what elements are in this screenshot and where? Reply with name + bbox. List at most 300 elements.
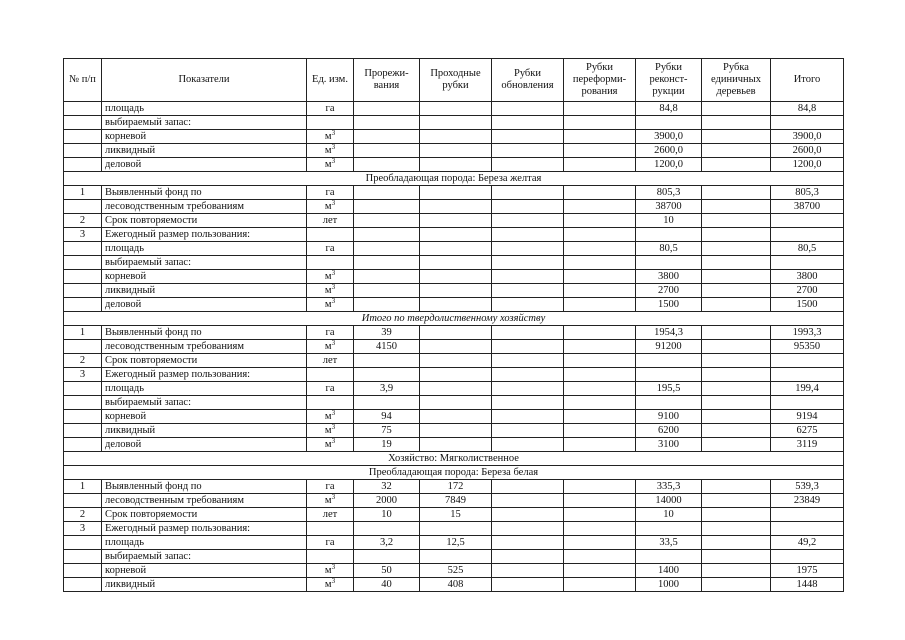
- row-value-c6: [702, 508, 771, 522]
- row-unit: [307, 200, 354, 214]
- row-unit: [307, 298, 354, 312]
- row-value-c1: 50: [354, 564, 420, 578]
- row-value-c3: [492, 270, 564, 284]
- table-row: [64, 578, 844, 592]
- row-number: [64, 298, 102, 312]
- row-value-c4: [564, 326, 636, 340]
- row-value-c4: [564, 564, 636, 578]
- row-indicator: Срок повторяемости: [102, 354, 307, 368]
- row-total: 3800: [771, 270, 844, 284]
- row-value-c6: [702, 424, 771, 438]
- row-value-c1: 40: [354, 578, 420, 592]
- row-value-c2: [420, 438, 492, 452]
- row-indicator: Ежегодный размер пользования:: [102, 228, 307, 242]
- row-value-c1: [354, 158, 420, 172]
- row-value-c3: [492, 424, 564, 438]
- row-number: 2: [64, 354, 102, 368]
- table-row: [64, 508, 844, 522]
- row-indicator: лесоводственным требованиям: [102, 494, 307, 508]
- row-value-c6: [702, 438, 771, 452]
- header-passage-cuts: Проходные рубки: [420, 59, 492, 102]
- row-indicator: лесоводственным требованиям: [102, 340, 307, 354]
- row-value-c6: [702, 396, 771, 410]
- row-value-c4: [564, 438, 636, 452]
- row-value-c6: [702, 382, 771, 396]
- unit-superscript: 3: [331, 269, 336, 277]
- unit-superscript: 3: [331, 297, 336, 305]
- row-value-c4: [564, 116, 636, 130]
- row-value-c6: [702, 116, 771, 130]
- unit-superscript: 3: [331, 157, 336, 165]
- row-total: 539,3: [771, 480, 844, 494]
- row-value-c5: 335,3: [636, 480, 702, 494]
- row-value-c6: [702, 186, 771, 200]
- row-unit: [307, 494, 354, 508]
- row-indicator: площадь: [102, 382, 307, 396]
- row-value-c6: [702, 158, 771, 172]
- table-row: [64, 480, 844, 494]
- row-value-c4: [564, 578, 636, 592]
- unit-superscript: 3: [331, 339, 336, 347]
- row-indicator: ликвидный: [102, 424, 307, 438]
- row-value-c4: [564, 200, 636, 214]
- row-value-c3: [492, 228, 564, 242]
- row-value-c5: 33,5: [636, 536, 702, 550]
- row-value-c5: 1500: [636, 298, 702, 312]
- row-value-c4: [564, 494, 636, 508]
- row-total: [771, 396, 844, 410]
- row-value-c1: 75: [354, 424, 420, 438]
- row-number: [64, 340, 102, 354]
- row-number: [64, 424, 102, 438]
- row-number: [64, 144, 102, 158]
- row-number: [64, 382, 102, 396]
- section-title: Итого по твердолиственному хозяйству: [64, 312, 844, 326]
- row-value-c6: [702, 480, 771, 494]
- row-value-c2: 408: [420, 578, 492, 592]
- table-row: [64, 424, 844, 438]
- row-value-c6: [702, 578, 771, 592]
- row-total: 3900,0: [771, 130, 844, 144]
- row-value-c5: 1954,3: [636, 326, 702, 340]
- row-value-c3: [492, 536, 564, 550]
- table-row: [64, 102, 844, 116]
- row-value-c1: [354, 200, 420, 214]
- row-value-c1: [354, 214, 420, 228]
- row-number: [64, 102, 102, 116]
- row-indicator: деловой: [102, 298, 307, 312]
- table-row: [64, 130, 844, 144]
- row-value-c4: [564, 228, 636, 242]
- row-value-c5: [636, 256, 702, 270]
- row-value-c2: [420, 228, 492, 242]
- row-total: [771, 550, 844, 564]
- row-value-c4: [564, 536, 636, 550]
- row-value-c2: [420, 550, 492, 564]
- row-unit: [307, 340, 354, 354]
- row-value-c2: [420, 368, 492, 382]
- row-value-c5: [636, 368, 702, 382]
- row-value-c5: 80,5: [636, 242, 702, 256]
- row-total: [771, 354, 844, 368]
- row-number: 3: [64, 368, 102, 382]
- row-unit: [307, 284, 354, 298]
- row-value-c1: [354, 116, 420, 130]
- row-value-c6: [702, 102, 771, 116]
- row-value-c3: [492, 410, 564, 424]
- row-value-c3: [492, 186, 564, 200]
- table-row: [64, 228, 844, 242]
- unit-cubic-meter: м: [324, 425, 332, 436]
- row-value-c3: [492, 130, 564, 144]
- row-unit: га: [307, 326, 354, 340]
- row-indicator: корневой: [102, 410, 307, 424]
- header-num: № п/п: [64, 59, 102, 102]
- row-total: 6275: [771, 424, 844, 438]
- row-value-c4: [564, 480, 636, 494]
- row-indicator: ликвидный: [102, 284, 307, 298]
- row-unit: [307, 438, 354, 452]
- row-value-c5: 91200: [636, 340, 702, 354]
- row-unit: [307, 116, 354, 130]
- row-unit: га: [307, 536, 354, 550]
- row-total: 38700: [771, 200, 844, 214]
- row-unit: [307, 130, 354, 144]
- table-header-row: [64, 59, 844, 102]
- row-value-c2: [420, 144, 492, 158]
- row-total: 9194: [771, 410, 844, 424]
- row-number: 3: [64, 228, 102, 242]
- row-indicator: деловой: [102, 438, 307, 452]
- row-value-c2: [420, 270, 492, 284]
- unit-cubic-meter: м: [324, 201, 332, 212]
- row-unit: [307, 410, 354, 424]
- row-total: 1200,0: [771, 158, 844, 172]
- row-value-c1: [354, 242, 420, 256]
- row-value-c5: [636, 228, 702, 242]
- row-value-c5: [636, 550, 702, 564]
- row-number: [64, 284, 102, 298]
- row-value-c4: [564, 424, 636, 438]
- row-value-c2: [420, 382, 492, 396]
- row-indicator: ликвидный: [102, 578, 307, 592]
- table-row: [64, 158, 844, 172]
- row-unit: [307, 424, 354, 438]
- row-unit: га: [307, 102, 354, 116]
- row-value-c3: [492, 564, 564, 578]
- row-value-c5: 3900,0: [636, 130, 702, 144]
- header-single-tree-cuts: Рубка единичных деревьев: [702, 59, 771, 102]
- row-indicator: корневой: [102, 130, 307, 144]
- row-value-c2: [420, 298, 492, 312]
- row-value-c2: 15: [420, 508, 492, 522]
- unit-cubic-meter: м: [324, 159, 332, 170]
- row-total: 2700: [771, 284, 844, 298]
- table-row: [64, 284, 844, 298]
- row-value-c3: [492, 438, 564, 452]
- row-value-c1: 19: [354, 438, 420, 452]
- unit-superscript: 3: [331, 493, 336, 501]
- unit-superscript: 3: [331, 423, 336, 431]
- row-number: 2: [64, 508, 102, 522]
- row-value-c1: [354, 284, 420, 298]
- row-value-c5: 10: [636, 214, 702, 228]
- row-value-c6: [702, 522, 771, 536]
- row-value-c5: 805,3: [636, 186, 702, 200]
- row-total: [771, 214, 844, 228]
- row-number: 1: [64, 326, 102, 340]
- row-value-c1: [354, 298, 420, 312]
- row-value-c1: 94: [354, 410, 420, 424]
- row-number: [64, 242, 102, 256]
- row-number: [64, 200, 102, 214]
- unit-superscript: 3: [331, 283, 336, 291]
- row-value-c4: [564, 158, 636, 172]
- row-value-c2: 7849: [420, 494, 492, 508]
- row-number: [64, 396, 102, 410]
- row-value-c3: [492, 508, 564, 522]
- row-value-c3: [492, 340, 564, 354]
- row-number: [64, 550, 102, 564]
- unit-cubic-meter: м: [324, 495, 332, 506]
- section-row: [64, 452, 844, 466]
- row-value-c5: 2700: [636, 284, 702, 298]
- unit-cubic-meter: м: [324, 145, 332, 156]
- row-unit: [307, 228, 354, 242]
- unit-cubic-meter: м: [324, 299, 332, 310]
- row-value-c4: [564, 340, 636, 354]
- row-number: [64, 564, 102, 578]
- row-value-c3: [492, 480, 564, 494]
- row-value-c2: [420, 396, 492, 410]
- row-value-c3: [492, 102, 564, 116]
- row-value-c5: 2600,0: [636, 144, 702, 158]
- row-unit: [307, 256, 354, 270]
- row-total: 80,5: [771, 242, 844, 256]
- row-number: [64, 494, 102, 508]
- row-value-c6: [702, 494, 771, 508]
- row-value-c3: [492, 284, 564, 298]
- table-row: [64, 354, 844, 368]
- row-value-c2: [420, 102, 492, 116]
- row-value-c1: [354, 256, 420, 270]
- row-value-c1: [354, 522, 420, 536]
- row-indicator: корневой: [102, 564, 307, 578]
- row-number: [64, 536, 102, 550]
- row-total: 1993,3: [771, 326, 844, 340]
- header-thinning: Прорежи-вания: [354, 59, 420, 102]
- row-value-c5: 3100: [636, 438, 702, 452]
- row-number: [64, 130, 102, 144]
- unit-superscript: 3: [331, 199, 336, 207]
- section-row: [64, 466, 844, 480]
- row-unit: [307, 144, 354, 158]
- row-value-c3: [492, 116, 564, 130]
- row-value-c2: [420, 284, 492, 298]
- row-number: [64, 270, 102, 284]
- row-value-c3: [492, 382, 564, 396]
- row-total: 1448: [771, 578, 844, 592]
- table-row: [64, 214, 844, 228]
- row-total: 3119: [771, 438, 844, 452]
- row-value-c2: [420, 214, 492, 228]
- table-row: [64, 256, 844, 270]
- row-value-c3: [492, 494, 564, 508]
- row-indicator: корневой: [102, 270, 307, 284]
- row-value-c6: [702, 410, 771, 424]
- row-value-c4: [564, 354, 636, 368]
- row-total: [771, 256, 844, 270]
- row-indicator: выбираемый запас:: [102, 116, 307, 130]
- row-indicator: выбираемый запас:: [102, 256, 307, 270]
- row-indicator: деловой: [102, 158, 307, 172]
- row-indicator: Срок повторяемости: [102, 508, 307, 522]
- unit-superscript: 3: [331, 437, 336, 445]
- row-value-c4: [564, 550, 636, 564]
- row-number: 2: [64, 214, 102, 228]
- row-value-c2: [420, 424, 492, 438]
- row-value-c5: 1000: [636, 578, 702, 592]
- unit-cubic-meter: м: [324, 285, 332, 296]
- row-unit: [307, 396, 354, 410]
- row-unit: [307, 522, 354, 536]
- row-value-c6: [702, 298, 771, 312]
- row-value-c3: [492, 368, 564, 382]
- unit-cubic-meter: м: [324, 271, 332, 282]
- unit-cubic-meter: м: [324, 131, 332, 142]
- table-row: [64, 396, 844, 410]
- row-value-c4: [564, 186, 636, 200]
- row-value-c2: [420, 130, 492, 144]
- table-row: [64, 410, 844, 424]
- row-value-c4: [564, 214, 636, 228]
- row-value-c6: [702, 368, 771, 382]
- row-value-c5: 84,8: [636, 102, 702, 116]
- row-value-c1: 32: [354, 480, 420, 494]
- row-total: 23849: [771, 494, 844, 508]
- section-title: Преобладающая порода: Береза желтая: [64, 172, 844, 186]
- row-indicator: Срок повторяемости: [102, 214, 307, 228]
- table-row: [64, 550, 844, 564]
- row-value-c6: [702, 214, 771, 228]
- row-indicator: Ежегодный размер пользования:: [102, 522, 307, 536]
- table-row: [64, 186, 844, 200]
- row-value-c1: 2000: [354, 494, 420, 508]
- row-value-c1: 39: [354, 326, 420, 340]
- row-value-c1: [354, 368, 420, 382]
- row-value-c5: 10: [636, 508, 702, 522]
- table-row: [64, 326, 844, 340]
- row-value-c3: [492, 326, 564, 340]
- unit-superscript: 3: [331, 563, 336, 571]
- row-value-c2: [420, 186, 492, 200]
- row-total: [771, 368, 844, 382]
- row-value-c1: [354, 270, 420, 284]
- row-value-c1: 3,9: [354, 382, 420, 396]
- header-reconstruction-cuts: Рубки реконст-рукции: [636, 59, 702, 102]
- row-value-c4: [564, 522, 636, 536]
- row-unit: [307, 578, 354, 592]
- row-value-c5: [636, 396, 702, 410]
- header-indicator: Показатели: [102, 59, 307, 102]
- unit-cubic-meter: м: [324, 439, 332, 450]
- row-value-c3: [492, 214, 564, 228]
- row-indicator: лесоводственным требованиям: [102, 200, 307, 214]
- row-number: [64, 256, 102, 270]
- unit-cubic-meter: м: [324, 341, 332, 352]
- section-row: [64, 172, 844, 186]
- row-indicator: Выявленный фонд по: [102, 480, 307, 494]
- row-value-c1: [354, 144, 420, 158]
- row-unit: лет: [307, 354, 354, 368]
- header-total: Итого: [771, 59, 844, 102]
- row-value-c3: [492, 242, 564, 256]
- row-value-c4: [564, 368, 636, 382]
- row-unit: [307, 550, 354, 564]
- row-indicator: ликвидный: [102, 144, 307, 158]
- row-value-c2: [420, 256, 492, 270]
- row-unit: [307, 564, 354, 578]
- row-value-c5: 14000: [636, 494, 702, 508]
- row-indicator: Ежегодный размер пользования:: [102, 368, 307, 382]
- row-value-c2: [420, 200, 492, 214]
- table-row: [64, 438, 844, 452]
- row-value-c3: [492, 298, 564, 312]
- row-unit: га: [307, 480, 354, 494]
- row-number: [64, 410, 102, 424]
- row-value-c1: [354, 354, 420, 368]
- row-value-c2: [420, 116, 492, 130]
- row-value-c1: [354, 550, 420, 564]
- row-number: [64, 578, 102, 592]
- unit-superscript: 3: [331, 577, 336, 585]
- row-value-c3: [492, 256, 564, 270]
- row-total: 2600,0: [771, 144, 844, 158]
- row-value-c2: [420, 354, 492, 368]
- table-row: [64, 298, 844, 312]
- row-value-c3: [492, 354, 564, 368]
- row-total: [771, 228, 844, 242]
- row-number: 3: [64, 522, 102, 536]
- row-value-c4: [564, 508, 636, 522]
- row-value-c4: [564, 396, 636, 410]
- row-value-c3: [492, 396, 564, 410]
- row-value-c5: 195,5: [636, 382, 702, 396]
- row-number: [64, 116, 102, 130]
- row-total: 199,4: [771, 382, 844, 396]
- row-value-c5: 6200: [636, 424, 702, 438]
- row-value-c1: [354, 186, 420, 200]
- row-value-c4: [564, 130, 636, 144]
- row-total: 805,3: [771, 186, 844, 200]
- row-value-c3: [492, 158, 564, 172]
- table-body: [64, 102, 844, 592]
- row-value-c4: [564, 270, 636, 284]
- row-value-c4: [564, 242, 636, 256]
- row-value-c3: [492, 200, 564, 214]
- row-value-c2: [420, 158, 492, 172]
- row-unit: га: [307, 186, 354, 200]
- row-value-c5: [636, 522, 702, 536]
- row-value-c3: [492, 144, 564, 158]
- row-value-c6: [702, 536, 771, 550]
- row-value-c2: [420, 242, 492, 256]
- row-indicator: площадь: [102, 536, 307, 550]
- row-total: [771, 116, 844, 130]
- row-unit: [307, 368, 354, 382]
- row-value-c2: [420, 410, 492, 424]
- row-value-c5: 3800: [636, 270, 702, 284]
